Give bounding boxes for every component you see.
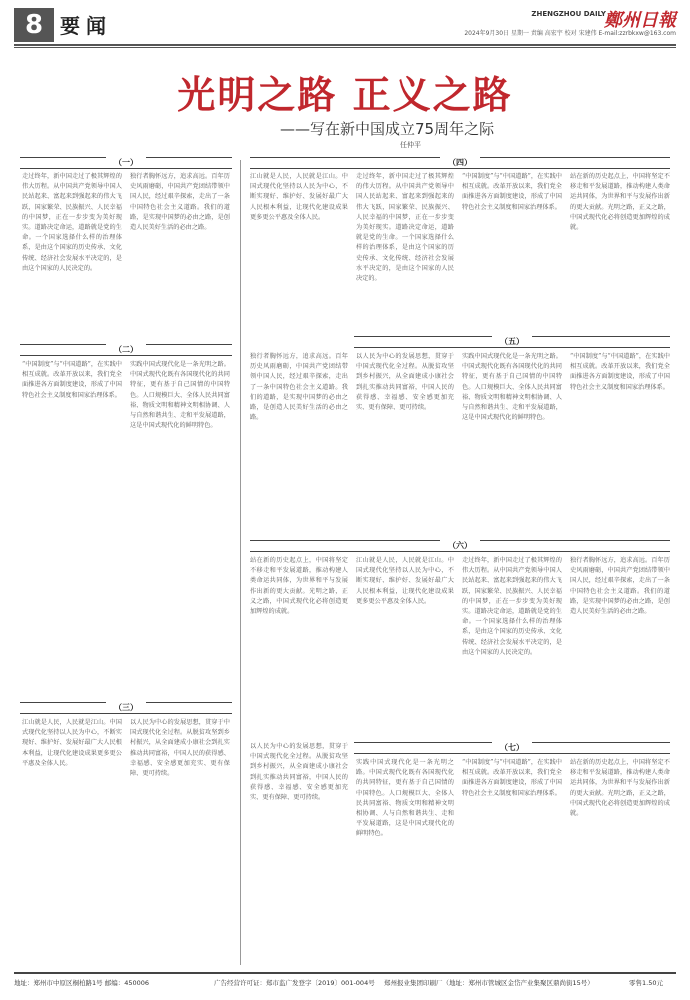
section-header-5: （五） (354, 336, 670, 348)
section-1-text-a: 走过终年，新中国走过了极其辉煌的伟大历程。从中国共产党领导中国人民站起来、富起来到强起来的伟大飞跃，国家繁荣、民族振兴、人民幸福的中国梦，正在一步步变为美好现实。道路决定命运，道路就是党的生命。一个国家选择什么样的治理体系，是由这个国家的历史传承、文化传统、经济社会发展水平决定的，是由这个国家的人民决定的。 (22, 173, 122, 272)
footer-price: 零售1.50元 (629, 979, 663, 987)
footer-license: 广告经营许可证：郑市监广发登字〔2019〕001-004号 (214, 979, 375, 987)
section-header-4: （四） (250, 157, 670, 169)
section-5-text-b: 实践中国式现代化是一条光明之路。中国式现代化既有各国现代化的共同特征，更有基于自己国情的中国特色。人口规模巨大、全体人民共同富裕、物质文明和精神文明相协调、人与自然和谐共生、走和平发展道路，这是中国式现代化的鲜明特色。 (462, 353, 562, 422)
section-4-text-c: “中国制度”与“中国道路”，在实践中相互成就。改革开放以来，我们党全面推进各方面制度建设，形成了中国特色社会主义制度和国家治理体系。 (462, 173, 562, 211)
section-header-2: （二） (20, 344, 232, 356)
section-7-text-b: “中国制度”与“中国道路”，在实践中相互成就。改革开放以来，我们党全面推进各方面制度建设，形成了中国特色社会主义制度和国家治理体系。 (462, 759, 562, 797)
page-header (14, 8, 676, 42)
section-2-text-a: “中国制度”与“中国道路”，在实践中相互成就。改革开放以来，我们党全面推进各方面制度建设，形成了中国特色社会主义制度和国家治理体系。 (22, 361, 122, 399)
section-4-text-d: 站在新的历史起点上，中国将坚定不移走和平发展道路，推动构建人类命运共同体，为世界和平与发展作出新的更大贡献。光明之路，正义之路，中国式现代化必将创造更加辉煌的成就。 (570, 173, 670, 232)
section-4-text-b: 走过终年，新中国走过了极其辉煌的伟大历程。从中国共产党领导中国人民站起来、富起来到强起来的伟大飞跃，国家繁荣、民族振兴、人民幸福的中国梦，正在一步步变为美好现实。道路决定命运，道路就是党的生命。一个国家选择什么样的治理体系，是由这个国家的历史传承、文化传统、经济社会发展水平决定的，是由这个国家的人民决定的。 (356, 173, 454, 283)
section-header-1: （一） (20, 157, 232, 169)
page-number: 8 (14, 8, 54, 42)
section-3-text-b: 以人民为中心的发展思想，贯穿于中国式现代化全过程。从脱贫攻坚到乡村振兴，从全面建成小康社会到扎实推动共同富裕，中国人民的获得感、幸福感、安全感更加充实、更有保障、更可持续。 (130, 719, 230, 778)
section-5-text-c: “中国制度”与“中国道路”，在实践中相互成就。改革开放以来，我们党全面推进各方面制度建设，形成了中国特色社会主义制度和国家治理体系。 (570, 353, 670, 391)
section-header-7: （七） (354, 742, 670, 754)
section-6-text-a: 站在新的历史起点上，中国将坚定不移走和平发展道路，推动构建人类命运共同体，为世界和平与发展作出新的更大贡献。光明之路，正义之路，中国式现代化必将创造更加辉煌的成就。 (250, 557, 348, 616)
masthead-logo: 鄭州日報 (604, 10, 676, 31)
section-3-text-a: 江山就是人民，人民就是江山。中国式现代化坚持以人民为中心，不断实现好、维护好、发展好最广大人民根本利益，让现代化建设成果更多更公平惠及全体人民。 (22, 719, 122, 767)
section-5-text-a: 以人民为中心的发展思想，贯穿于中国式现代化全过程。从脱贫攻坚到乡村振兴，从全面建成小康社会到扎实推动共同富裕，中国人民的获得感、幸福感、安全感更加充实、更有保障、更可持续。 (356, 353, 454, 412)
section-name: 要闻 (60, 14, 112, 38)
section-header-3: （三） (20, 702, 232, 714)
section-7-text-c: 站在新的历史起点上，中国将坚定不移走和平发展道路，推动构建人类命运共同体，为世界和平与发展作出新的更大贡献。光明之路，正义之路，中国式现代化必将创造更加辉煌的成就。 (570, 759, 670, 818)
masthead-en: ZHENGZHOU DAILY (531, 10, 606, 18)
section-1-text-b: 独行者胸怀远方，追求高远。百年历史风雨磨砺，中国共产党团结带领中国人民，经过艰辛探索，走出了一条中国特色社会主义道路。我们的道路，是实现中国梦的必由之路，是创造人民美好生活的必由之路。 (130, 173, 230, 232)
footer-printer: 郑州报业集团印刷厂（地址：郑州市管城区金岱产业集聚区鼎尚街15号） (384, 979, 594, 987)
section-6-text-b: 江山就是人民，人民就是江山。中国式现代化坚持以人民为中心，不断实现好、维护好、发展好最广大人民根本利益，让现代化建设成果更多更公平惠及全体人民。 (356, 557, 454, 605)
section-4-text-e: 独行者胸怀远方，追求高远。百年历史风雨磨砺，中国共产党团结带领中国人民，经过艰辛探索，走出了一条中国特色社会主义道路。我们的道路，是实现中国梦的必由之路，是创造人民美好生活的必由之路。 (250, 353, 348, 422)
article-subtitle: ——写在新中国成立75周年之际 (280, 120, 495, 138)
section-7-text-a: 实践中国式现代化是一条光明之路。中国式现代化既有各国现代化的共同特征，更有基于自己国情的中国特色。人口规模巨大、全体人民共同富裕、物质文明和精神文明相协调、人与自然和谐共生、走和平发展道路，这是中国式现代化的鲜明特色。 (356, 759, 454, 838)
section-2-text-b: 实践中国式现代化是一条光明之路。中国式现代化既有各国现代化的共同特征，更有基于自己国情的中国特色。人口规模巨大、全体人民共同富裕、物质文明和精神文明相协调、人与自然和谐共生、走和平发展道路，这是中国式现代化的鲜明特色。 (130, 361, 230, 430)
section-4-text-a: 江山就是人民，人民就是江山。中国式现代化坚持以人民为中心，不断实现好、维护好、发展好最广大人民根本利益，让现代化建设成果更多更公平惠及全体人民。 (250, 173, 348, 221)
section-6-text-c: 走过终年，新中国走过了极其辉煌的伟大历程。从中国共产党领导中国人民站起来、富起来到强起来的伟大飞跃，国家繁荣、民族振兴、人民幸福的中国梦，正在一步步变为美好现实。道路决定命运，道路就是党的生命。一个国家选择什么样的治理体系，是由这个国家的历史传承、文化传统、经济社会发展水平决定的，是由这个国家的人民决定的。 (462, 557, 562, 656)
issue-meta: 2024年9月30日 星期一 责编 高宏宇 校对 宋建伟 E-mail:zzrbkxw@163.com (464, 30, 676, 37)
header-rule-thin (14, 47, 676, 48)
article-title: 光明之路 正义之路 (177, 73, 513, 117)
article-author: 任仲平 (400, 141, 421, 149)
section-header-6: （六） (250, 540, 670, 552)
footer-address: 地址：郑州市中原区桐柏路1号 邮编：450006 (14, 979, 150, 987)
column-divider-1 (240, 160, 241, 965)
section-6-text-e: 以人民为中心的发展思想，贯穿于中国式现代化全过程。从脱贫攻坚到乡村振兴，从全面建成小康社会到扎实推动共同富裕，中国人民的获得感、幸福感、安全感更加充实、更有保障、更可持续。 (250, 743, 348, 802)
header-rule (14, 44, 676, 46)
section-6-text-d: 独行者胸怀远方，追求高远。百年历史风雨磨砺，中国共产党团结带领中国人民，经过艰辛探索，走出了一条中国特色社会主义道路。我们的道路，是实现中国梦的必由之路，是创造人民美好生活的必由之路。 (570, 557, 670, 616)
page-footer (14, 972, 676, 987)
